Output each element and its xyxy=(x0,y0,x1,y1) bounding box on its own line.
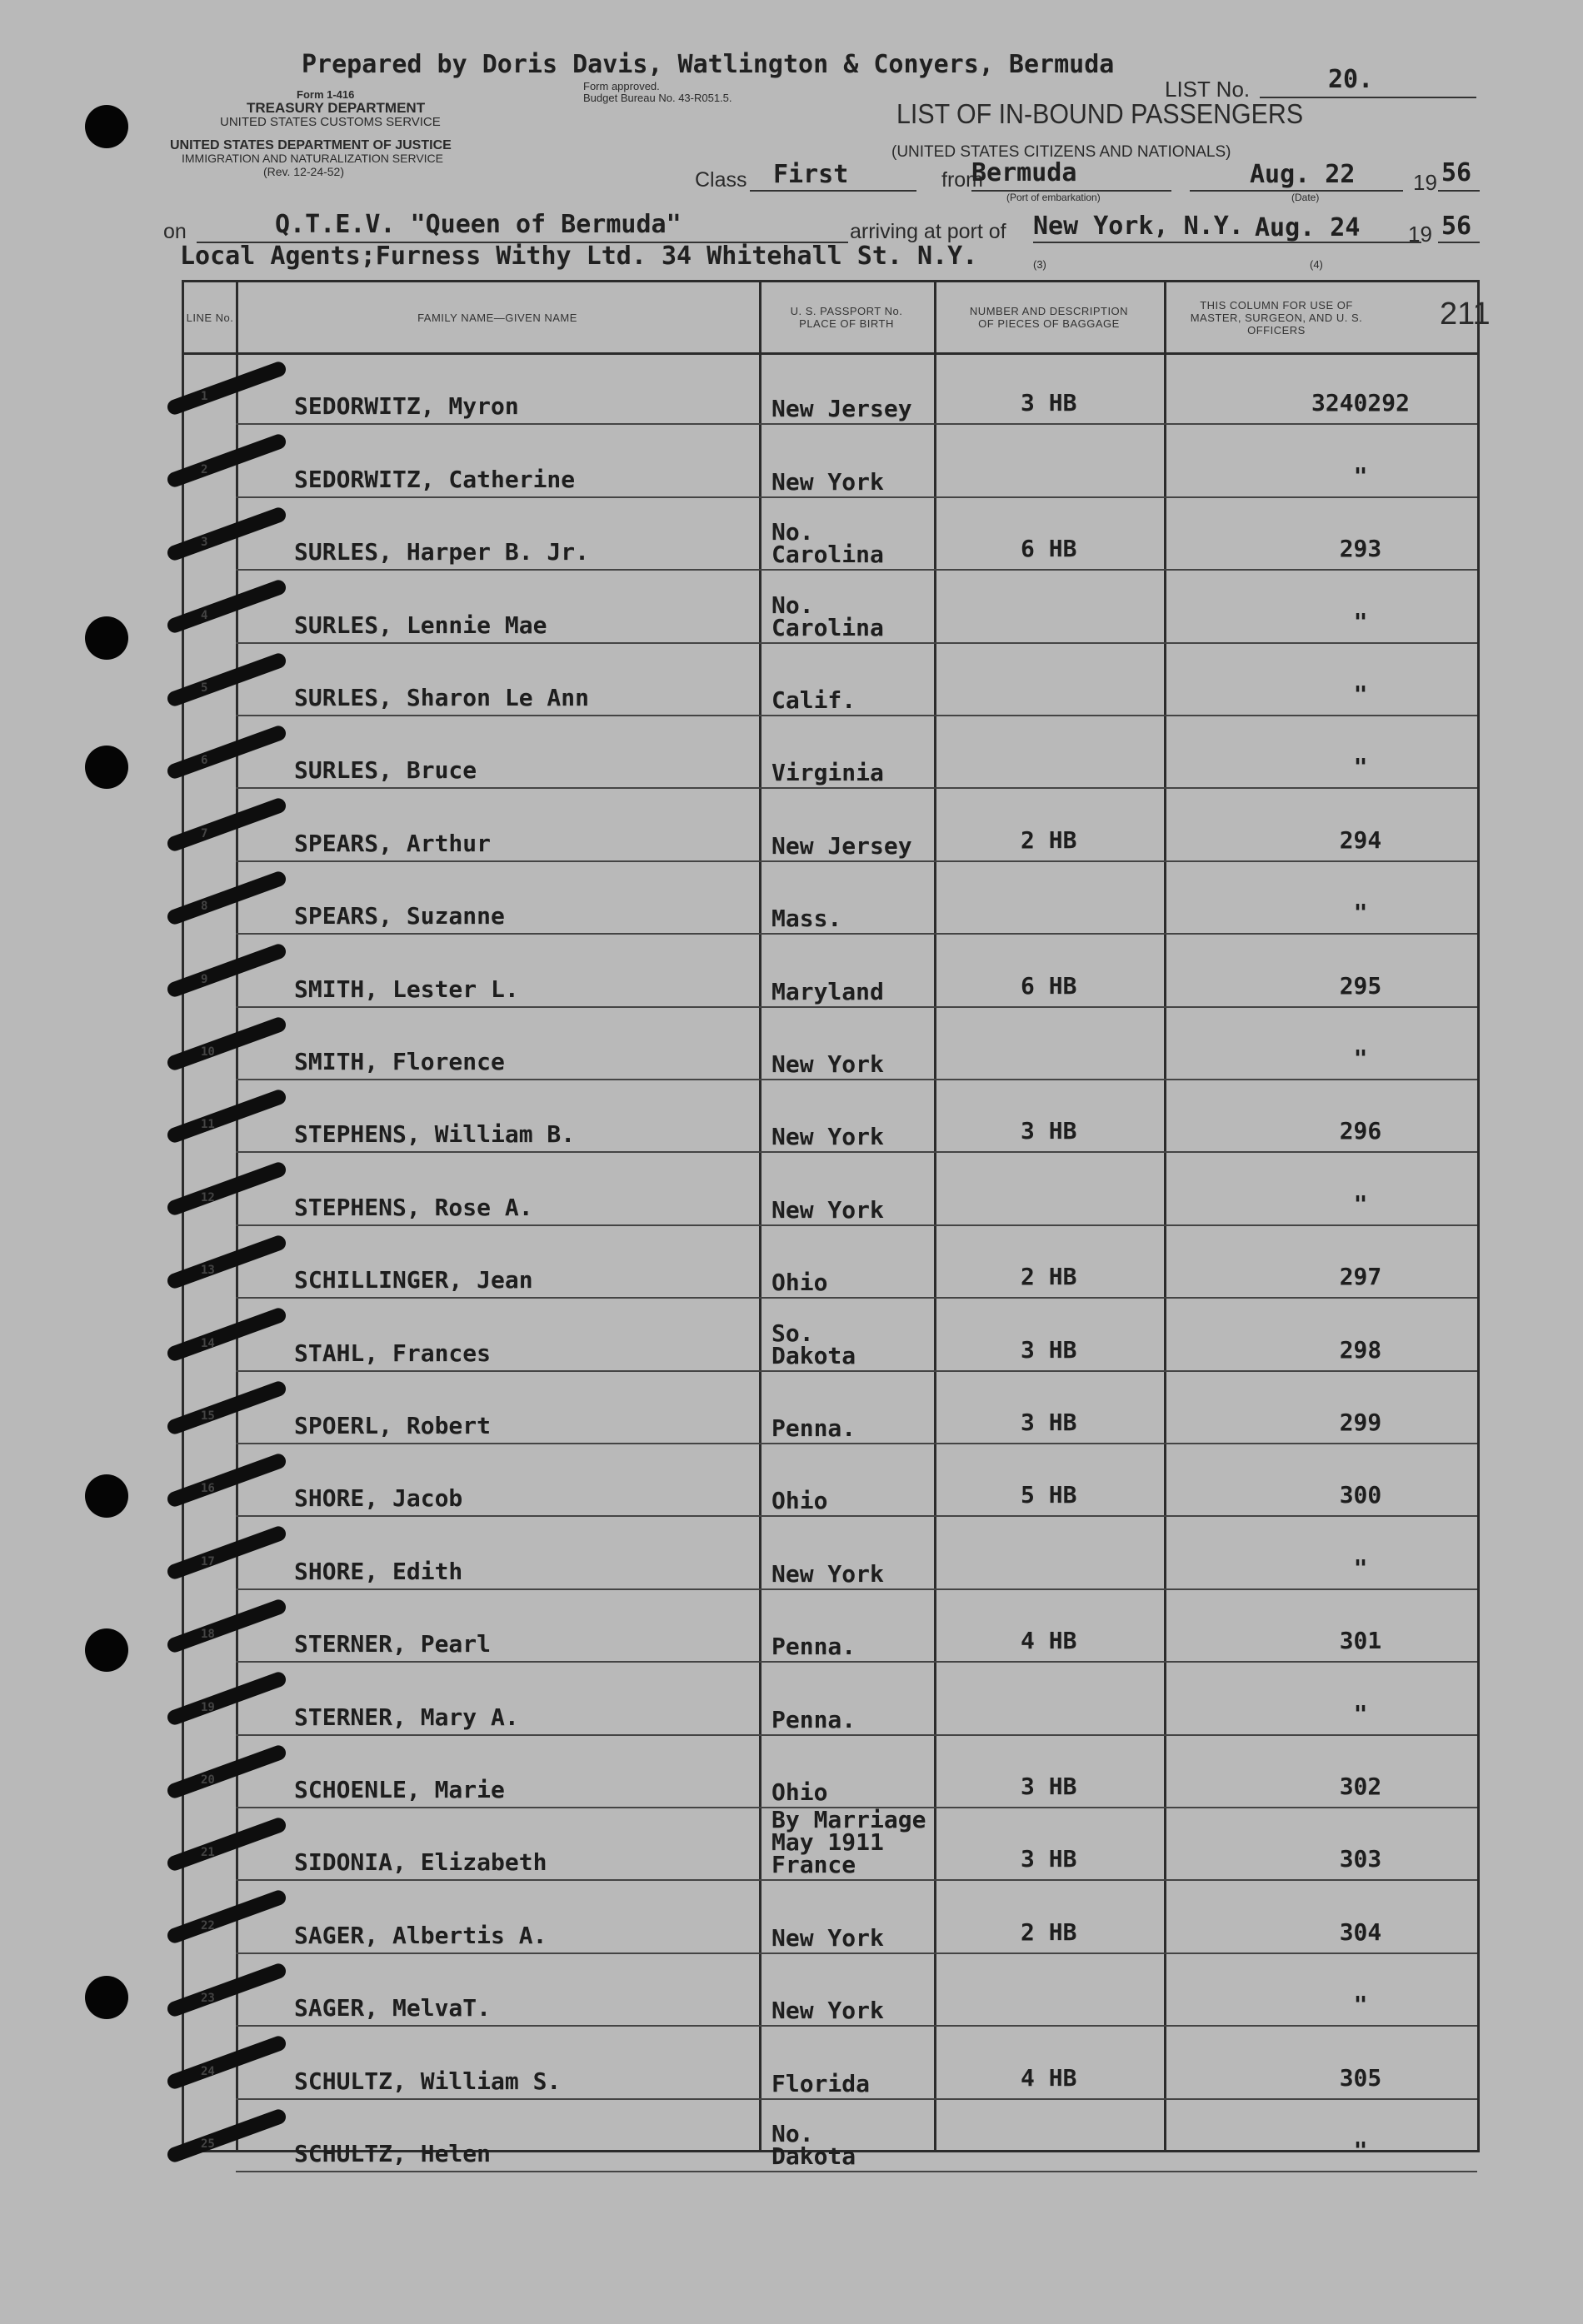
revision-date: (Rev. 12-24-52) xyxy=(263,165,345,178)
line-number: 8 xyxy=(201,900,208,914)
baggage-count: 2 HB xyxy=(1021,1918,1077,1946)
header-officers: THIS COLUMN FOR USE OF MASTER, SURGEON, AND U. S. OFFICERS xyxy=(1190,298,1363,337)
place-of-birth: New York xyxy=(772,1123,884,1151)
place-of-birth: Florida xyxy=(772,2069,871,2097)
header-baggage: NUMBER AND DESCRIPTION OF PIECES OF BAGGAGE xyxy=(969,305,1129,330)
check-mark xyxy=(165,1306,287,1363)
officer-number: 3240292 xyxy=(1311,389,1410,417)
officer-number: " xyxy=(1353,1044,1368,1072)
line-number: 23 xyxy=(201,1992,215,2006)
passenger-name: SPOERL, Robert xyxy=(294,1411,492,1439)
passenger-name: STERNER, Pearl xyxy=(294,1630,492,1658)
passenger-name: SAGER, Albertis A. xyxy=(294,1921,547,1949)
place-of-birth: Penna. xyxy=(772,1633,856,1661)
baggage-count: 3 HB xyxy=(1021,1335,1077,1364)
officer-number: 300 xyxy=(1339,1481,1382,1509)
passenger-name: SURLES, Sharon Le Ann xyxy=(294,683,590,711)
caption-4: (4) xyxy=(1310,258,1323,271)
table-row xyxy=(184,498,1477,571)
baggage-count: 6 HB xyxy=(1021,535,1077,563)
table-row xyxy=(184,1372,1477,1444)
table-row xyxy=(184,352,1477,425)
check-mark xyxy=(165,1670,287,1727)
treasury-department: TREASURY DEPARTMENT xyxy=(247,100,426,116)
baggage-count: 5 HB xyxy=(1021,1481,1077,1509)
line-number: 19 xyxy=(201,1700,215,1714)
table-row xyxy=(184,789,1477,861)
arrival-port: New York, N.Y. xyxy=(1033,212,1244,241)
baggage-count: 6 HB xyxy=(1021,971,1077,1000)
passenger-table xyxy=(182,280,1480,2170)
passenger-name: SURLES, Harper B. Jr. xyxy=(294,538,590,566)
line-number: 9 xyxy=(201,972,208,986)
class-label: Class xyxy=(695,168,747,192)
check-mark xyxy=(165,1379,287,1435)
line-number: 10 xyxy=(201,1045,215,1059)
table-row xyxy=(184,1663,1477,1735)
place-of-birth: New York xyxy=(772,1195,884,1224)
passenger-name: SURLES, Lennie Mae xyxy=(294,611,547,639)
place-of-birth: New York xyxy=(772,1997,884,2025)
passenger-name: SHORE, Jacob xyxy=(294,1484,463,1513)
check-mark xyxy=(165,1452,287,1509)
customs-service: UNITED STATES CUSTOMS SERVICE xyxy=(220,115,441,129)
year-2: 56 xyxy=(1441,212,1472,241)
caption-3: (3) xyxy=(1033,258,1046,271)
place-of-birth: So. Dakota xyxy=(772,1319,856,1369)
baggage-count: 4 HB xyxy=(1021,1627,1077,1655)
place-of-birth: New York xyxy=(772,467,884,496)
class-value: First xyxy=(773,160,849,189)
list-no-value: 20. xyxy=(1328,65,1374,94)
passenger-name: SMITH, Lester L. xyxy=(294,975,519,1003)
table-row xyxy=(184,2100,1477,2172)
check-mark xyxy=(165,724,287,780)
passenger-name: SPEARS, Arthur xyxy=(294,829,492,857)
document-subtitle: (UNITED STATES CITIZENS AND NATIONALS) xyxy=(891,143,1231,161)
header-name: FAMILY NAME—GIVEN NAME xyxy=(417,311,577,324)
table-row xyxy=(184,1080,1477,1153)
check-mark xyxy=(165,1598,287,1654)
line-number: 16 xyxy=(201,1482,215,1496)
passenger-name: SPEARS, Suzanne xyxy=(294,902,505,930)
table-row xyxy=(184,1736,1477,1808)
line-number: 25 xyxy=(201,2137,215,2151)
check-mark xyxy=(165,360,287,416)
place-of-birth: Penna. xyxy=(772,1705,856,1733)
officer-number: 295 xyxy=(1339,971,1382,1000)
immigration-service: IMMIGRATION AND NATURALIZATION SERVICE xyxy=(182,152,443,165)
check-mark xyxy=(165,1888,287,1945)
check-mark xyxy=(165,578,287,635)
arrival-date: Aug. 24 xyxy=(1255,213,1361,242)
place-of-birth: Calif. xyxy=(772,686,856,714)
line-number: 11 xyxy=(201,1118,215,1132)
punch-hole xyxy=(85,746,128,789)
place-of-birth: No. Carolina xyxy=(772,518,884,569)
check-mark xyxy=(165,1160,287,1217)
table-row xyxy=(184,1299,1477,1371)
year-1: 56 xyxy=(1441,158,1472,187)
form-number: Form 1-416 xyxy=(297,88,355,101)
check-mark xyxy=(165,1088,287,1145)
officer-number: " xyxy=(1353,1189,1368,1218)
punch-hole xyxy=(85,105,128,148)
line-number: 14 xyxy=(201,1336,215,1350)
year-prefix-1: 19 xyxy=(1413,170,1437,195)
list-no-label: LIST No. xyxy=(1165,77,1251,102)
place-of-birth: New York xyxy=(772,1559,884,1588)
officer-number: 299 xyxy=(1339,1408,1382,1436)
passenger-name: SAGER, MelvaT. xyxy=(294,1994,492,2022)
punch-hole xyxy=(85,1628,128,1672)
place-of-birth: Ohio xyxy=(772,1487,828,1515)
table-row xyxy=(184,935,1477,1007)
line-number: 5 xyxy=(201,681,208,695)
line-number: 21 xyxy=(201,1846,215,1860)
header-birth: U. S. PASSPORT No. PLACE OF BIRTH xyxy=(790,305,903,330)
on-label: on xyxy=(163,220,187,243)
baggage-count: 3 HB xyxy=(1021,389,1077,417)
from-value: Bermuda xyxy=(971,158,1077,187)
officer-number: 305 xyxy=(1339,2063,1382,2092)
check-mark xyxy=(165,506,287,562)
table-row xyxy=(184,1881,1477,1953)
passenger-name: STEPHENS, Rose A. xyxy=(294,1193,533,1221)
check-mark xyxy=(165,1015,287,1071)
check-mark xyxy=(165,1962,287,2018)
passenger-name: SEDORWITZ, Catherine xyxy=(294,465,576,493)
table-row xyxy=(184,1517,1477,1589)
line-number: 20 xyxy=(201,1773,215,1787)
place-of-birth: New York xyxy=(772,1050,884,1078)
line-number: 1 xyxy=(201,390,208,404)
officer-number: 294 xyxy=(1339,825,1382,854)
local-agents: Local Agents;Furness Withy Ltd. 34 Whitehall St. N.Y. xyxy=(180,242,978,271)
passenger-name: STAHL, Frances xyxy=(294,1339,492,1367)
date-caption: (Date) xyxy=(1291,192,1320,203)
place-of-birth: Ohio xyxy=(772,1269,828,1297)
place-of-birth: New York xyxy=(772,1923,884,1952)
prepared-by: Prepared by Doris Davis, Watlington & Conyers, Bermuda xyxy=(302,50,1115,79)
passenger-name: SCHILLINGER, Jean xyxy=(294,1266,533,1294)
place-of-birth: Penna. xyxy=(772,1414,856,1442)
table-row xyxy=(184,571,1477,643)
year-prefix-2: 19 xyxy=(1408,222,1432,247)
officer-number: " xyxy=(1353,1553,1368,1582)
check-mark xyxy=(165,432,287,489)
departure-date: Aug. 22 xyxy=(1250,160,1356,189)
header-line-no: LINE No. xyxy=(186,311,234,324)
table-row xyxy=(184,1444,1477,1517)
check-mark xyxy=(165,942,287,999)
officer-number: " xyxy=(1353,1699,1368,1728)
baggage-count: 3 HB xyxy=(1021,1408,1077,1436)
table-row xyxy=(184,1008,1477,1080)
passenger-name: SCHULTZ, William S. xyxy=(294,2067,562,2095)
passenger-name: SCHULTZ, Helen xyxy=(294,2139,492,2167)
passenger-name: SURLES, Bruce xyxy=(294,756,477,785)
passenger-name: SHORE, Edith xyxy=(294,1557,463,1585)
table-row xyxy=(184,862,1477,935)
officer-number: 293 xyxy=(1339,535,1382,563)
place-of-birth: New Jersey xyxy=(772,831,912,860)
check-mark xyxy=(165,1524,287,1581)
baggage-count: 3 HB xyxy=(1021,1845,1077,1873)
line-number: 6 xyxy=(201,754,208,768)
line-number: 4 xyxy=(201,608,208,622)
officer-number: " xyxy=(1353,607,1368,636)
officer-number: 302 xyxy=(1339,1772,1382,1800)
passenger-name: SMITH, Florence xyxy=(294,1047,505,1075)
line-number: 12 xyxy=(201,1190,215,1204)
document-title: LIST OF IN-BOUND PASSENGERS xyxy=(896,98,1304,129)
check-mark xyxy=(165,2107,287,2163)
check-mark xyxy=(165,1816,287,1873)
line-number: 13 xyxy=(201,1264,215,1278)
check-mark xyxy=(165,2034,287,2091)
baggage-count: 3 HB xyxy=(1021,1772,1077,1800)
vessel-name: Q.T.E.V. "Queen of Bermuda" xyxy=(275,210,682,239)
officer-number: " xyxy=(1353,753,1368,781)
officer-number: 303 xyxy=(1339,1845,1382,1873)
officer-number: " xyxy=(1353,2136,1368,2164)
line-number: 24 xyxy=(201,2064,215,2078)
table-row xyxy=(184,1590,1477,1663)
officer-number: " xyxy=(1353,680,1368,708)
passenger-name: SIDONIA, Elizabeth xyxy=(294,1848,547,1877)
punch-hole xyxy=(85,1976,128,2019)
passenger-name: STERNER, Mary A. xyxy=(294,1703,519,1731)
check-mark xyxy=(165,796,287,853)
passenger-name: STEPHENS, William B. xyxy=(294,1120,576,1149)
table-row xyxy=(184,1808,1477,1881)
budget-bureau: Budget Bureau No. 43-R051.5. xyxy=(583,92,732,104)
line-number: 15 xyxy=(201,1409,215,1423)
check-mark xyxy=(165,870,287,926)
from-label: from xyxy=(941,168,983,192)
form-approved: Form approved. xyxy=(583,80,660,92)
place-of-birth: By Marriage May 1911 France xyxy=(772,1806,926,1879)
check-mark xyxy=(165,1234,287,1290)
officer-number: 297 xyxy=(1339,1263,1382,1291)
line-number: 2 xyxy=(201,462,208,476)
table-row xyxy=(184,1153,1477,1225)
officer-number: " xyxy=(1353,899,1368,927)
place-of-birth: No. Carolina xyxy=(772,591,884,641)
check-mark xyxy=(165,1743,287,1799)
place-of-birth: Maryland xyxy=(772,977,884,1005)
baggage-count: 4 HB xyxy=(1021,2063,1077,2092)
baggage-count: 2 HB xyxy=(1021,825,1077,854)
place-of-birth: No. Dakota xyxy=(772,2119,856,2170)
line-number: 18 xyxy=(201,1628,215,1642)
punch-hole xyxy=(85,1474,128,1518)
table-row xyxy=(184,1226,1477,1299)
place-of-birth: Virginia xyxy=(772,759,884,787)
line-number: 7 xyxy=(201,826,208,840)
table-row xyxy=(184,2027,1477,2099)
table-row xyxy=(184,716,1477,789)
officer-number: 301 xyxy=(1339,1627,1382,1655)
check-mark xyxy=(165,651,287,707)
table-row xyxy=(184,425,1477,497)
passenger-name: SCHOENLE, Marie xyxy=(294,1775,505,1803)
line-number: 17 xyxy=(201,1554,215,1568)
place-of-birth: New Jersey xyxy=(772,395,912,423)
place-of-birth: Mass. xyxy=(772,905,842,933)
table-row xyxy=(184,1954,1477,2027)
line-number: 22 xyxy=(201,1918,215,1933)
punch-hole xyxy=(85,616,128,660)
passenger-name: SEDORWITZ, Myron xyxy=(294,392,519,421)
officer-number: " xyxy=(1353,1991,1368,2019)
officer-number: 304 xyxy=(1339,1918,1382,1946)
baggage-count: 3 HB xyxy=(1021,1117,1077,1145)
port-embarkation-caption: (Port of embarkation) xyxy=(1006,192,1101,203)
place-of-birth: Ohio xyxy=(772,1778,828,1806)
page-stamp: 211 xyxy=(1440,297,1491,332)
officer-number: 298 xyxy=(1339,1335,1382,1364)
officer-number: 296 xyxy=(1339,1117,1382,1145)
line-number: 3 xyxy=(201,536,208,550)
department-of-justice: UNITED STATES DEPARTMENT OF JUSTICE xyxy=(170,138,452,152)
table-row xyxy=(184,644,1477,716)
arriving-label: arriving at port of xyxy=(850,220,1006,243)
officer-number: " xyxy=(1353,461,1368,490)
baggage-count: 2 HB xyxy=(1021,1263,1077,1291)
